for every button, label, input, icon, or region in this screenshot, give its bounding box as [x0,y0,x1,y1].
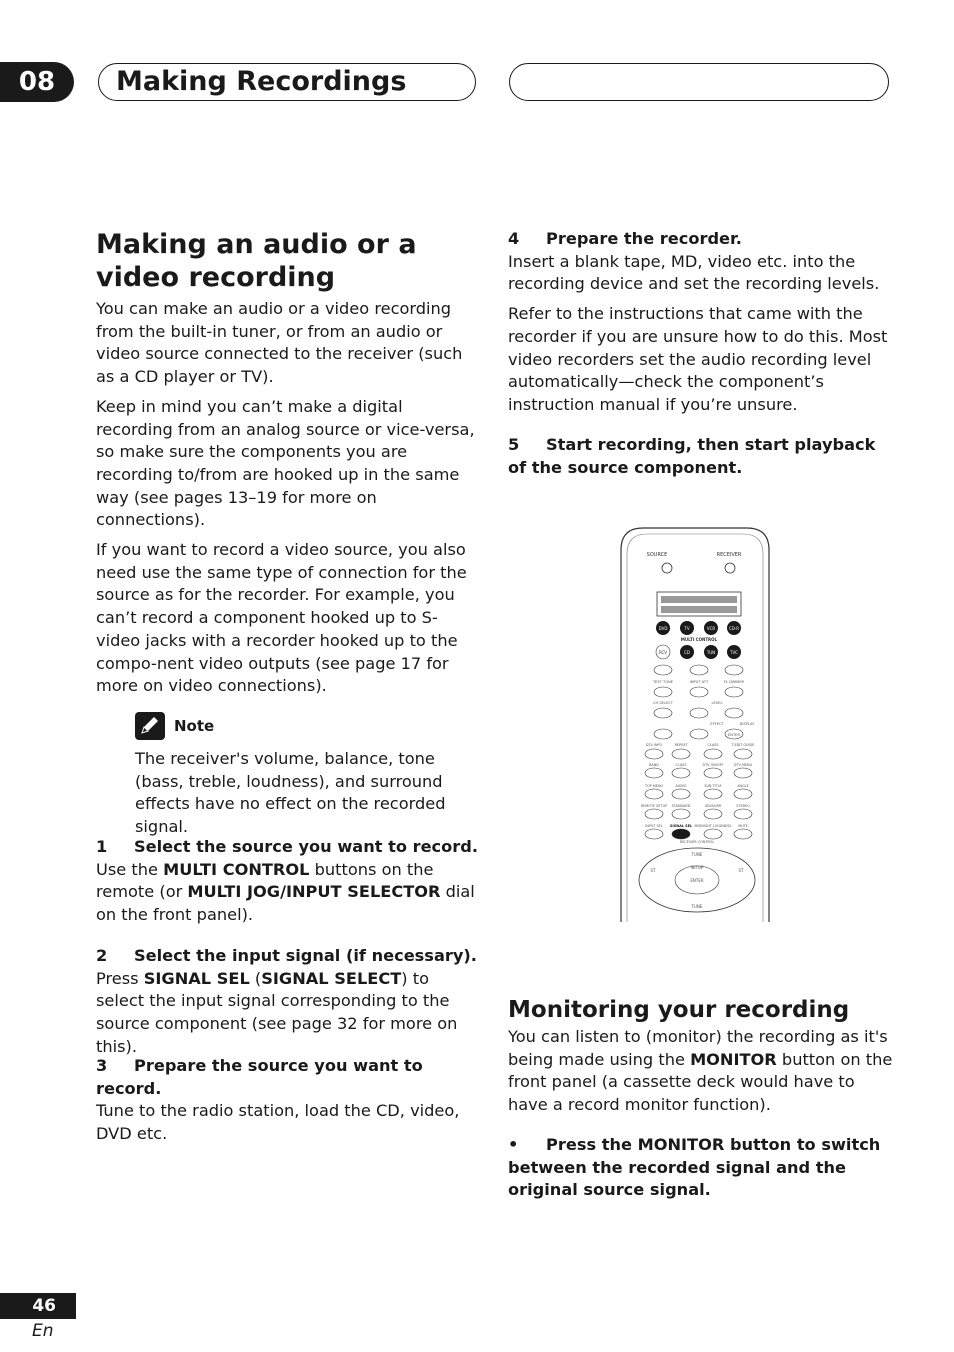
bullet-text: Press the MONITOR button to switch between the recorded signal and the original source signal. [508,1134,881,1200]
svg-text:LEVEL: LEVEL [711,701,723,705]
section-heading: Making an audio or a video recording [96,229,417,293]
step-2 [96,945,481,1059]
svg-text:DTV MENU: DTV MENU [733,763,753,767]
step-text: Use the [96,859,164,879]
svg-text:ADVSURR: ADVSURR [704,804,722,808]
svg-text:T.EDIT GUIDE: T.EDIT GUIDE [731,743,755,747]
remote-receiver-label: RECEIVER [716,552,742,558]
step-number: 4 [508,229,520,248]
svg-text:TUNE: TUNE [691,904,703,909]
multi-jog-term: MULTI JOG/INPUT SELECTOR [187,882,441,902]
svg-text:VCR: VCR [706,626,716,631]
monitor-text: button on the front panel (a cassette deck would have to have a record monitor function). [508,1049,893,1115]
digital-analog-paragraph: Keep in mind you can’t make a digital recording from an analog source or vice-versa, so make sure the components you are recording to/from are hooked up in the same way (see pages 13–19 for more on connections). [96,396,475,530]
monitor-bullet-item [508,1134,893,1202]
chapter-number: 08 [0,62,74,102]
step-text: buttons on the remote (or [96,859,434,902]
svg-text:REPEAT: REPEAT [674,743,688,747]
source-power-icon [662,563,672,573]
pencil-note-icon [135,712,165,740]
svg-text:ST: ST [738,868,744,873]
svg-text:CD-R: CD-R [728,626,740,631]
step-number: 3 [96,1056,108,1075]
svg-text:BAND: BAND [649,763,659,767]
svg-text:RECEIVER CONTROL: RECEIVER CONTROL [679,840,715,844]
left-column [96,228,481,705]
svg-text:TUN: TUN [706,650,716,655]
note-text: The receiver's volume, balance, tone (bass, treble, loudness), and surround effects have no effect on the recorded signal. [135,749,446,837]
svg-text:DTV INFO: DTV INFO [645,743,663,747]
svg-text:INPUT SEL: INPUT SEL [645,824,663,828]
setup-jog-dial [639,848,755,912]
svg-text:ENTER: ENTER [728,733,740,737]
receiver-power-icon [725,563,735,573]
svg-text:TOP MENU: TOP MENU [645,784,663,788]
svg-text:CD: CD [684,650,690,655]
svg-text:MIDNIGHT LOUDNESS: MIDNIGHT LOUDNESS [694,824,732,828]
svg-text:SETUP: SETUP [690,865,704,870]
svg-text:CLASS: CLASS [675,763,687,767]
remote-source-label: SOURCE [646,552,668,558]
svg-text:INPUT ATT: INPUT ATT [689,680,709,684]
svg-text:RCV: RCV [658,650,668,655]
svg-text:AUDIO: AUDIO [675,784,687,788]
step-5 [508,434,893,479]
svg-text:TV: TV [684,626,690,631]
note-box [135,712,480,839]
svg-text:TVC: TVC [730,650,738,655]
svg-text:SIGNAL SEL: SIGNAL SEL [669,824,693,828]
note-label: Note [174,717,215,735]
step-number: 1 [96,837,108,856]
monitor-section [508,995,893,1202]
step-1 [96,836,481,927]
page-number: 46 [0,1293,76,1319]
intro-paragraph: You can make an audio or a video recording from the built-in tuner, or from an audio or video source connected to the receiver (such as a CD player or TV). [96,299,463,387]
monitor-heading: Monitoring your recording [508,997,850,1023]
signal-select-term: SIGNAL SELECT [261,968,402,988]
multi-control-term: MULTI CONTROL [163,859,310,879]
remote-control-illustration [617,520,773,922]
svg-text:ST: ST [650,868,656,873]
svg-text:STANDARD: STANDARD [671,804,691,808]
signal-sel-term: SIGNAL SEL [143,968,250,988]
step-number: 5 [508,435,520,454]
step-text-2: Refer to the instructions that came with the recorder if you are unsure how to do this. Most video recorders set the audio recording level automatically—check the component’s instruction manual if you’re unsure. [508,304,888,414]
svg-text:DTV ON/OFF: DTV ON/OFF [702,763,724,767]
step-text: Insert a blank tape, MD, video etc. into the recording device and set the recording levels. [508,251,880,294]
step-number: 2 [96,946,108,965]
svg-text:EFFECT: EFFECT [710,722,724,726]
svg-text:DISPLAY: DISPLAY [739,722,755,726]
svg-text:STEREO: STEREO [736,804,750,808]
svg-text:TUNE: TUNE [691,852,703,857]
bullet: • [508,1134,519,1154]
svg-text:TEST TONE: TEST TONE [652,680,674,684]
step-text: Tune to the radio station, load the CD, video, DVD etc. [96,1101,460,1144]
monitor-text: You can listen to (monitor) the recording as it's being made using the [508,1027,888,1069]
svg-text:CH SELECT: CH SELECT [653,701,673,705]
step-title: Start recording, then start playback of the source component. [508,435,876,477]
step-4 [508,228,893,417]
svg-text:MUTE: MUTE [738,824,748,828]
svg-text:ENTER: ENTER [690,878,704,883]
step-title: Prepare the source you want to record. [96,1056,423,1098]
step-text: ( [249,968,262,988]
svg-text:MULTI CONTROL: MULTI CONTROL [680,637,718,642]
step-text: Press [96,968,144,988]
header-blank-frame [509,63,889,101]
step-title: Select the input signal (if necessary). [134,946,477,965]
monitor-term: MONITOR [690,1049,777,1069]
page-language: En [32,1321,54,1341]
step-text: ) to select the input signal corresponding to the source component (see page 32 for more on this). [96,968,458,1056]
step-title: Select the source you want to record. [134,837,478,856]
step-3 [96,1055,481,1146]
step-text: dial on the front panel). [96,882,475,925]
svg-text:DVD: DVD [658,626,668,631]
chapter-title: Making Recordings [116,66,407,97]
svg-text:CLASS: CLASS [707,743,719,747]
svg-text:FL DIMMER: FL DIMMER [723,680,745,684]
svg-text:SUB TITLE: SUB TITLE [704,784,722,788]
video-source-paragraph: If you want to record a video source, you also need use the same type of connection for the source as for the recorder. For example, you can’t record a component hooked up to S-video jacks with a recorder hooked up to the compo-nent video outputs (see page 17 for more on video connections). [96,540,467,696]
svg-text:ANGLE: ANGLE [737,784,749,788]
svg-text:REMOTE SETUP: REMOTE SETUP [640,804,668,808]
step-title: Prepare the recorder. [546,229,742,248]
